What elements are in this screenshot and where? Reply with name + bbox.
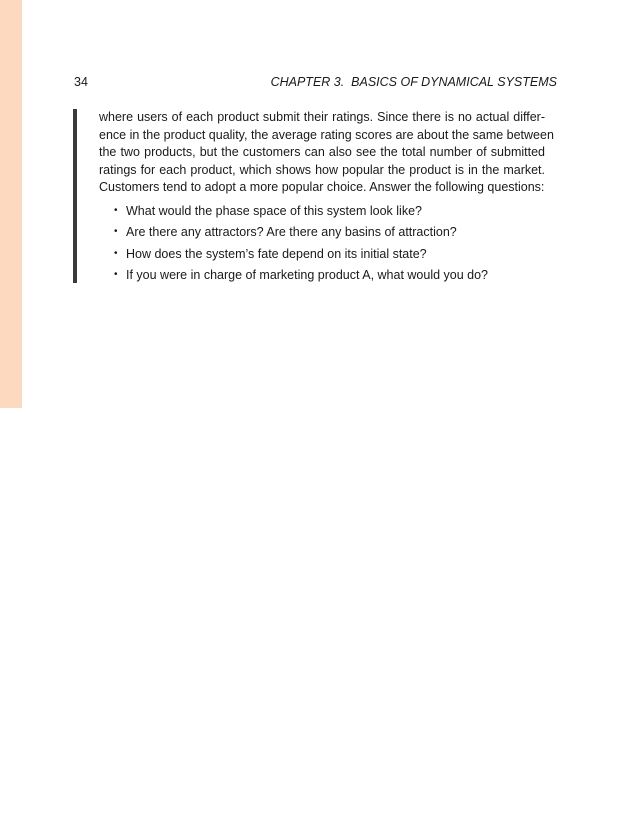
paragraph-line: the two products, but the customers can also see the total number of submitted <box>99 145 545 160</box>
running-header <box>74 74 557 90</box>
question-list <box>99 203 545 283</box>
body-text <box>99 109 554 288</box>
bullet-icon: • <box>114 204 118 216</box>
question-text: Are there any attractors? Are there any basins of attraction? <box>126 225 457 240</box>
question-item <box>99 246 545 262</box>
page-number: 34 <box>74 75 88 89</box>
bullet-icon: • <box>114 247 118 259</box>
question-item <box>99 224 545 240</box>
bullet-icon: • <box>114 226 118 238</box>
question-text: How does the system’s fate depend on its initial state? <box>126 246 427 261</box>
paragraph-line: Customers tend to adopt a more popular choice. Answer the following questions: <box>99 180 545 195</box>
bullet-icon: • <box>114 268 118 280</box>
chapter-title: CHAPTER 3. BASICS OF DYNAMICAL SYSTEMS <box>270 75 557 89</box>
paragraph-line: ence in the product quality, the average rating scores are about the same between <box>99 127 554 142</box>
side-tab-decoration <box>0 0 22 408</box>
body-paragraph <box>99 109 554 197</box>
change-bar <box>73 109 77 283</box>
paragraph-line: where users of each product submit their ratings. Since there is no actual differ- <box>99 110 545 124</box>
question-text: What would the phase space of this system look like? <box>126 203 422 218</box>
question-item <box>99 203 545 219</box>
question-item <box>99 267 545 283</box>
question-text: If you were in charge of marketing product A, what would you do? <box>126 267 489 282</box>
paragraph-line: ratings for each product, which shows how popular the product is in the market. <box>99 162 545 177</box>
